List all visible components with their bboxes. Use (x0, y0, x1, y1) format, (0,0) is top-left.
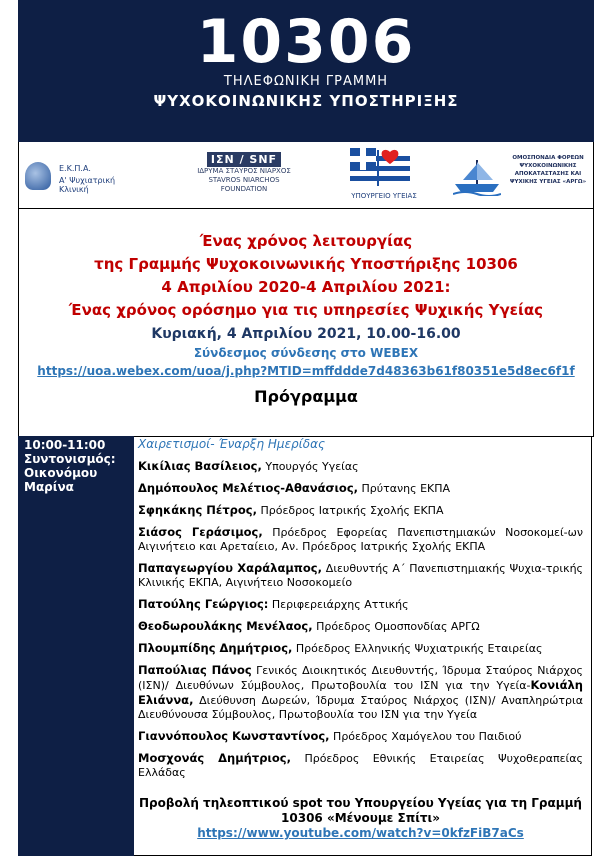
title-line-3: 4 Απριλίου 2020-4 Απριλίου 2021: (161, 278, 451, 296)
speaker-entry (138, 503, 583, 518)
speaker-role: Διεύθυνση Δωρεών, Ίδρυμα Σταύρος Νιάρχος (ΙΣΝ)/ Αναπληρώτρια Διευθύνουσα Σύμβουλος, Πρωτοβουλία του ΙΣΝ για την Υγεία (138, 694, 583, 721)
speaker-role: Υπουργός Υγείας (261, 460, 359, 473)
event-date: Κυριακή, 4 Απριλίου 2021, 10.00-16.00 (151, 326, 461, 342)
speaker-role: Διευθυντής Α΄ Πανεπιστημιακής Ψυχια-τρικής Κλινικής ΕΚΠΑ, Αιγινήτειο Νοσοκομείο (138, 562, 583, 589)
speaker-entry (138, 597, 583, 612)
ekpa-logo-line1: Ε.Κ.Π.Α. (59, 164, 91, 173)
hotline-number: 10306 (196, 7, 416, 77)
banner-subtitle-2: ΨΥΧΟΚΟΙΝΩΝΙΚΗΣ ΥΠΟΣΤΗΡΙΞΗΣ (153, 92, 459, 110)
session-content-cell (134, 436, 592, 856)
ekpa-logo (23, 148, 143, 202)
argo-logo (449, 148, 593, 202)
webex-link[interactable]: https://uoa.webex.com/uoa/j.php?MTID=mffddde7d48363b61f80351e5d8ec6f1f (37, 364, 575, 378)
speaker-role: Πρόεδρος Χαμόγελου του Παιδιού (329, 730, 522, 743)
speaker-entry (138, 663, 583, 722)
speaker-entry (138, 481, 583, 496)
snf-line3: FOUNDATION (220, 185, 268, 193)
speaker-name: Πατούλης Γεώργιος: (138, 597, 269, 611)
banner-subtitle-1: ΤΗΛΕΦΩΝΙΚΗ ΓΡΑΜΜΗ (223, 74, 389, 89)
session-time: 10:00-11:00 (24, 438, 106, 452)
coordination-label: Συντονισμός: (24, 452, 116, 466)
speaker-name: Παπαγεωργίου Χαράλαμπος, (138, 561, 322, 575)
athena-helmet-icon (25, 162, 51, 190)
spot-block (138, 796, 583, 841)
speaker-name: Κονιάλη Ελιάννα, (138, 678, 583, 707)
speaker-role: Πρύτανης ΕΚΠΑ (358, 482, 451, 495)
argo-text: ΟΜΟΣΠΟΝΔΙΑ ΦΟΡΕΩΝ ΨΥΧΟΚΟΙΝΩΝΙΚΗΣ ΑΠΟΚΑΤΑΣΤΑΣΗΣ ΚΑΙ ΨΥΧΙΚΗΣ ΥΓΕΙΑΣ «ΑΡΓΩ» (509, 155, 587, 185)
youtube-link[interactable]: https://www.youtube.com/watch?v=0kfzFiB7aCs (197, 826, 524, 840)
speaker-name: Μοσχονάς Δημήτριος, (138, 751, 291, 765)
session-info-cell (18, 436, 134, 856)
page (18, 0, 594, 865)
speaker-role: Πρόεδρος Ελληνικής Ψυχιατρικής Εταιρείας (292, 642, 543, 655)
speaker-role: Γενικός Διοικητικός Διευθυντής, Ίδρυμα Σταύρος Νιάρχος (ΙΣΝ)/ Διευθύνων Σύμβουλος, Πρωτοβουλία του ΙΣΝ για την Υγεία- (138, 664, 584, 692)
event-title-block (18, 208, 594, 437)
speaker-entry (138, 561, 583, 590)
speaker-entry (138, 729, 583, 744)
speaker-name: Σφηκάκης Πέτρος, (138, 503, 257, 517)
speaker-role: Πρόεδρος Ομοσπονδίας ΑΡΓΩ (312, 620, 480, 633)
speaker-name: Παπούλιας Πάνος (138, 663, 252, 677)
speaker-name: Σιάσος Γεράσιμος, (138, 525, 263, 539)
snf-line2: STAVROS NIARCHOS (208, 176, 280, 184)
snf-badge: ΙΣΝ / SNF (207, 152, 281, 167)
programme-table (18, 436, 594, 856)
greek-flag-caduceus-icon (350, 148, 410, 188)
title-line-2: της Γραμμής Ψυχοκοινωνικής Υποστήριξης 10306 (94, 255, 518, 273)
ministry-caption: ΥΠΟΥΡΓΕΙΟ ΥΓΕΙΑΣ (351, 192, 417, 200)
snf-line1: ΙΔΡΥΜΑ ΣΤΑΥΡΟΣ ΝΙΑΡΧΟΣ (197, 167, 291, 175)
programme-heading: Πρόγραμμα (254, 387, 358, 406)
ekpa-logo-line2: Α' Ψυχιατρική Κλινική (59, 176, 116, 194)
speaker-name: Γιαννόπουλος Κωνσταντίνος, (138, 729, 330, 743)
title-line-4: Ένας χρόνος ορόσημο για τις υπηρεσίες Ψυχικής Υγείας (68, 301, 544, 319)
speaker-role: Πρόεδρος Εθνικής Εταιρείας Ψυχοθεραπείας Ελλάδας (138, 752, 583, 779)
logos-strip (18, 142, 594, 209)
ministry-of-health-logo (344, 148, 424, 202)
webex-link-label: Σύνδεσμος σύνδεσης στο WEBEX (193, 346, 419, 360)
title-line-1: Ένας χρόνος λειτουργίας (199, 232, 413, 250)
speaker-name: Δημόπουλος Μελέτιος-Αθανάσιος, (138, 481, 359, 495)
coordinator-name: Οικονόμου Μαρίνα (24, 466, 98, 494)
speaker-name: Θεοδωρουλάκης Μενέλαος, (138, 619, 313, 633)
speaker-entry (138, 619, 583, 634)
speaker-entry (138, 459, 583, 474)
header-banner (18, 0, 594, 142)
speaker-name: Πλουμπίδης Δημήτριος, (138, 641, 293, 655)
speaker-entry (138, 751, 583, 780)
speaker-entry (138, 525, 583, 554)
snf-logo (184, 148, 304, 202)
speaker-entry (138, 641, 583, 656)
speaker-name: Κικίλιας Βασίλειος, (138, 459, 262, 473)
argo-ship-icon (453, 156, 501, 196)
welcome-heading: Χαιρετισμοί- Έναρξη Ημερίδας (138, 437, 326, 451)
spot-text: Προβολή τηλεοπτικού spot του Υπουργείου Υγείας για τη Γραμμή 10306 «Μένουμε Σπίτι» (139, 796, 582, 825)
speaker-role: Πρόεδρος Εφορείας Πανεπιστημιακών Νοσοκομεί-ων Αιγινήτειο και Αρεταίειο, Αν. Πρόεδρος Ιατρικής Σχολής ΕΚΠΑ (138, 526, 583, 553)
speaker-role: Πρόεδρος Ιατρικής Σχολής ΕΚΠΑ (256, 504, 444, 517)
speaker-role: Περιφερειάρχης Αττικής (268, 598, 409, 611)
